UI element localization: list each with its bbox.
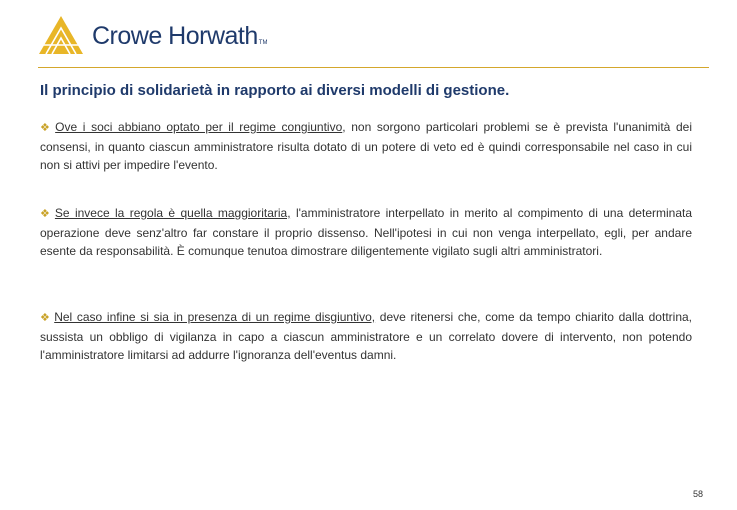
page-number: 58	[692, 489, 703, 499]
header-divider	[38, 67, 709, 68]
paragraph-lead: Nel caso infine si sia in presenza di un regime disgiuntivo,	[54, 310, 376, 324]
diamond-bullet-icon: ❖	[40, 312, 52, 324]
paragraph-body: l'amministratore interpellato in merito al compimento di una determinata operazione deve senz'altro far constare il proprio dissenso. Nell'ipotesi in cui non venga interpellato, egli, per andare esente da responsabilità. È comunque tenutoa dimostrare diligentemente vigilato sugli altri amministratori.	[40, 206, 693, 258]
paragraph-body: , non sorgono particolari problemi se è prevista l'unanimità dei consensi, in quanto ciascun amministratore risulta dotato di un potere di veto ed è quindi corresponsabile nel caso in cui non si attivi per impedire l'evento.	[40, 120, 692, 172]
paragraph-lead: Se invece la regola è quella maggioritaria,	[54, 206, 291, 220]
paragraph-lead: Ove i soci abbiano optato per il regime congiuntivo	[55, 120, 343, 134]
paragraph-regime-disgiuntivo	[40, 308, 692, 365]
paragraph-body: deve ritenersi che, come da tempo chiarito dalla dottrina, sussista un obbligo di vigilanza in capo a ciascun amministratore e un correlato dovere di intervento, non potendo l'amministratore limitarsi ad addurre l'ignoranza dell'eventus damni.	[40, 310, 692, 362]
slide-title: Il principio di solidarietà in rapporto ai diversi modelli di gestione.	[40, 82, 510, 99]
logo-wordmark: Crowe Horwath	[92, 21, 258, 50]
paragraph-regime-congiuntivo	[40, 118, 692, 175]
paragraph-regola-maggioritaria	[40, 204, 692, 261]
crowe-horwath-logo	[38, 14, 267, 56]
logo-trademark: TM	[258, 40, 268, 46]
crowe-horwath-logo-mark-icon	[38, 15, 84, 55]
diamond-bullet-icon: ❖	[40, 208, 52, 220]
diamond-bullet-icon: ❖	[40, 122, 53, 134]
